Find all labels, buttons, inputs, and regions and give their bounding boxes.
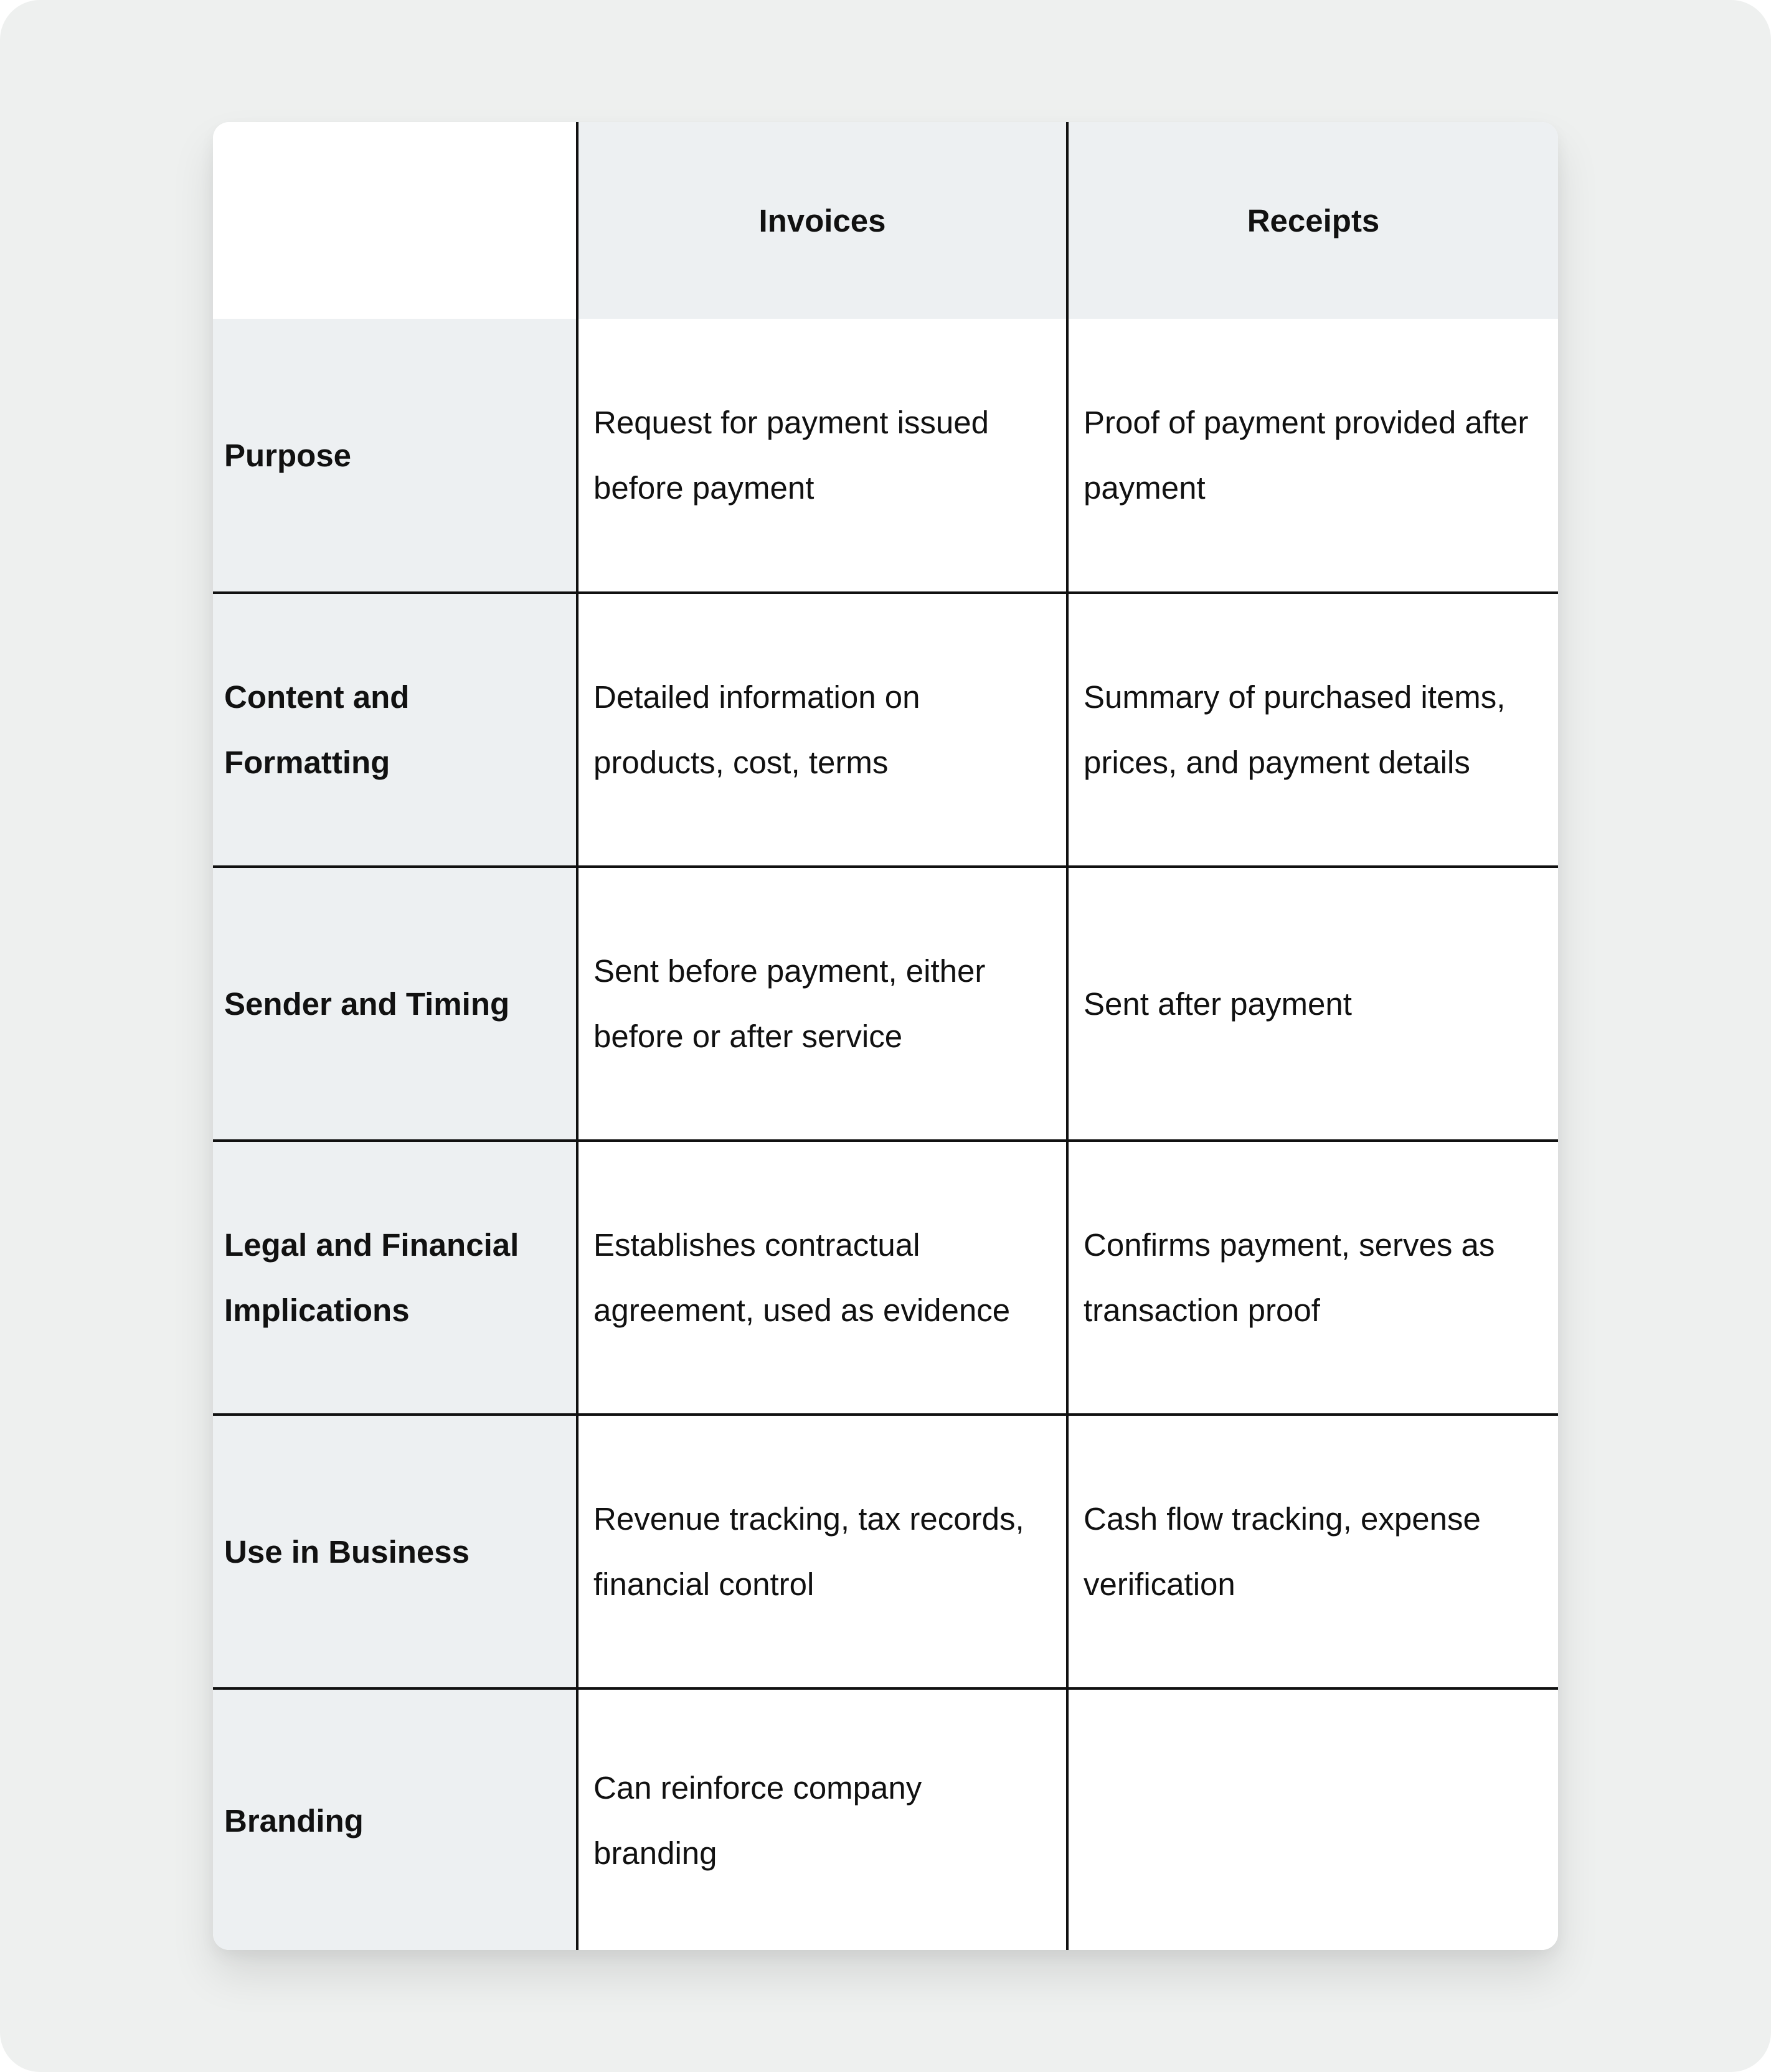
header-corner-cell <box>213 122 577 319</box>
cell-invoices-use-in-business: Revenue tracking, tax records, financial control <box>577 1415 1067 1688</box>
cell-receipts-content-formatting: Summary of purchased items, prices, and payment details <box>1067 593 1558 867</box>
row-label-sender-timing: Sender and Timing <box>213 867 577 1141</box>
table-row <box>213 319 1558 593</box>
cell-invoices-legal-financial: Establishes contractual agreement, used as evidence <box>577 1141 1067 1415</box>
cell-invoices-content-formatting: Detailed information on products, cost, terms <box>577 593 1067 867</box>
header-receipts: Receipts <box>1067 122 1558 319</box>
table-row <box>213 1415 1558 1688</box>
row-label-use-in-business: Use in Business <box>213 1415 577 1688</box>
header-row <box>213 122 1558 319</box>
row-label-branding: Branding <box>213 1688 577 1950</box>
table-row <box>213 867 1558 1141</box>
row-label-legal-financial: Legal and Financial Implications <box>213 1141 577 1415</box>
table-row <box>213 1141 1558 1415</box>
table-row <box>213 593 1558 867</box>
cell-receipts-legal-financial: Confirms payment, serves as transaction proof <box>1067 1141 1558 1415</box>
cell-invoices-purpose: Request for payment issued before payment <box>577 319 1067 593</box>
cell-invoices-sender-timing: Sent before payment, either before or after service <box>577 867 1067 1141</box>
comparison-card <box>213 122 1558 1950</box>
row-label-purpose: Purpose <box>213 319 577 593</box>
comparison-table <box>213 122 1558 1950</box>
cell-receipts-sender-timing: Sent after payment <box>1067 867 1558 1141</box>
cell-receipts-branding <box>1067 1688 1558 1950</box>
table-row <box>213 1688 1558 1950</box>
cell-receipts-use-in-business: Cash flow tracking, expense verification <box>1067 1415 1558 1688</box>
cell-invoices-branding: Can reinforce company branding <box>577 1688 1067 1950</box>
row-label-content-formatting: Content and Formatting <box>213 593 577 867</box>
header-invoices: Invoices <box>577 122 1067 319</box>
cell-receipts-purpose: Proof of payment provided after payment <box>1067 319 1558 593</box>
